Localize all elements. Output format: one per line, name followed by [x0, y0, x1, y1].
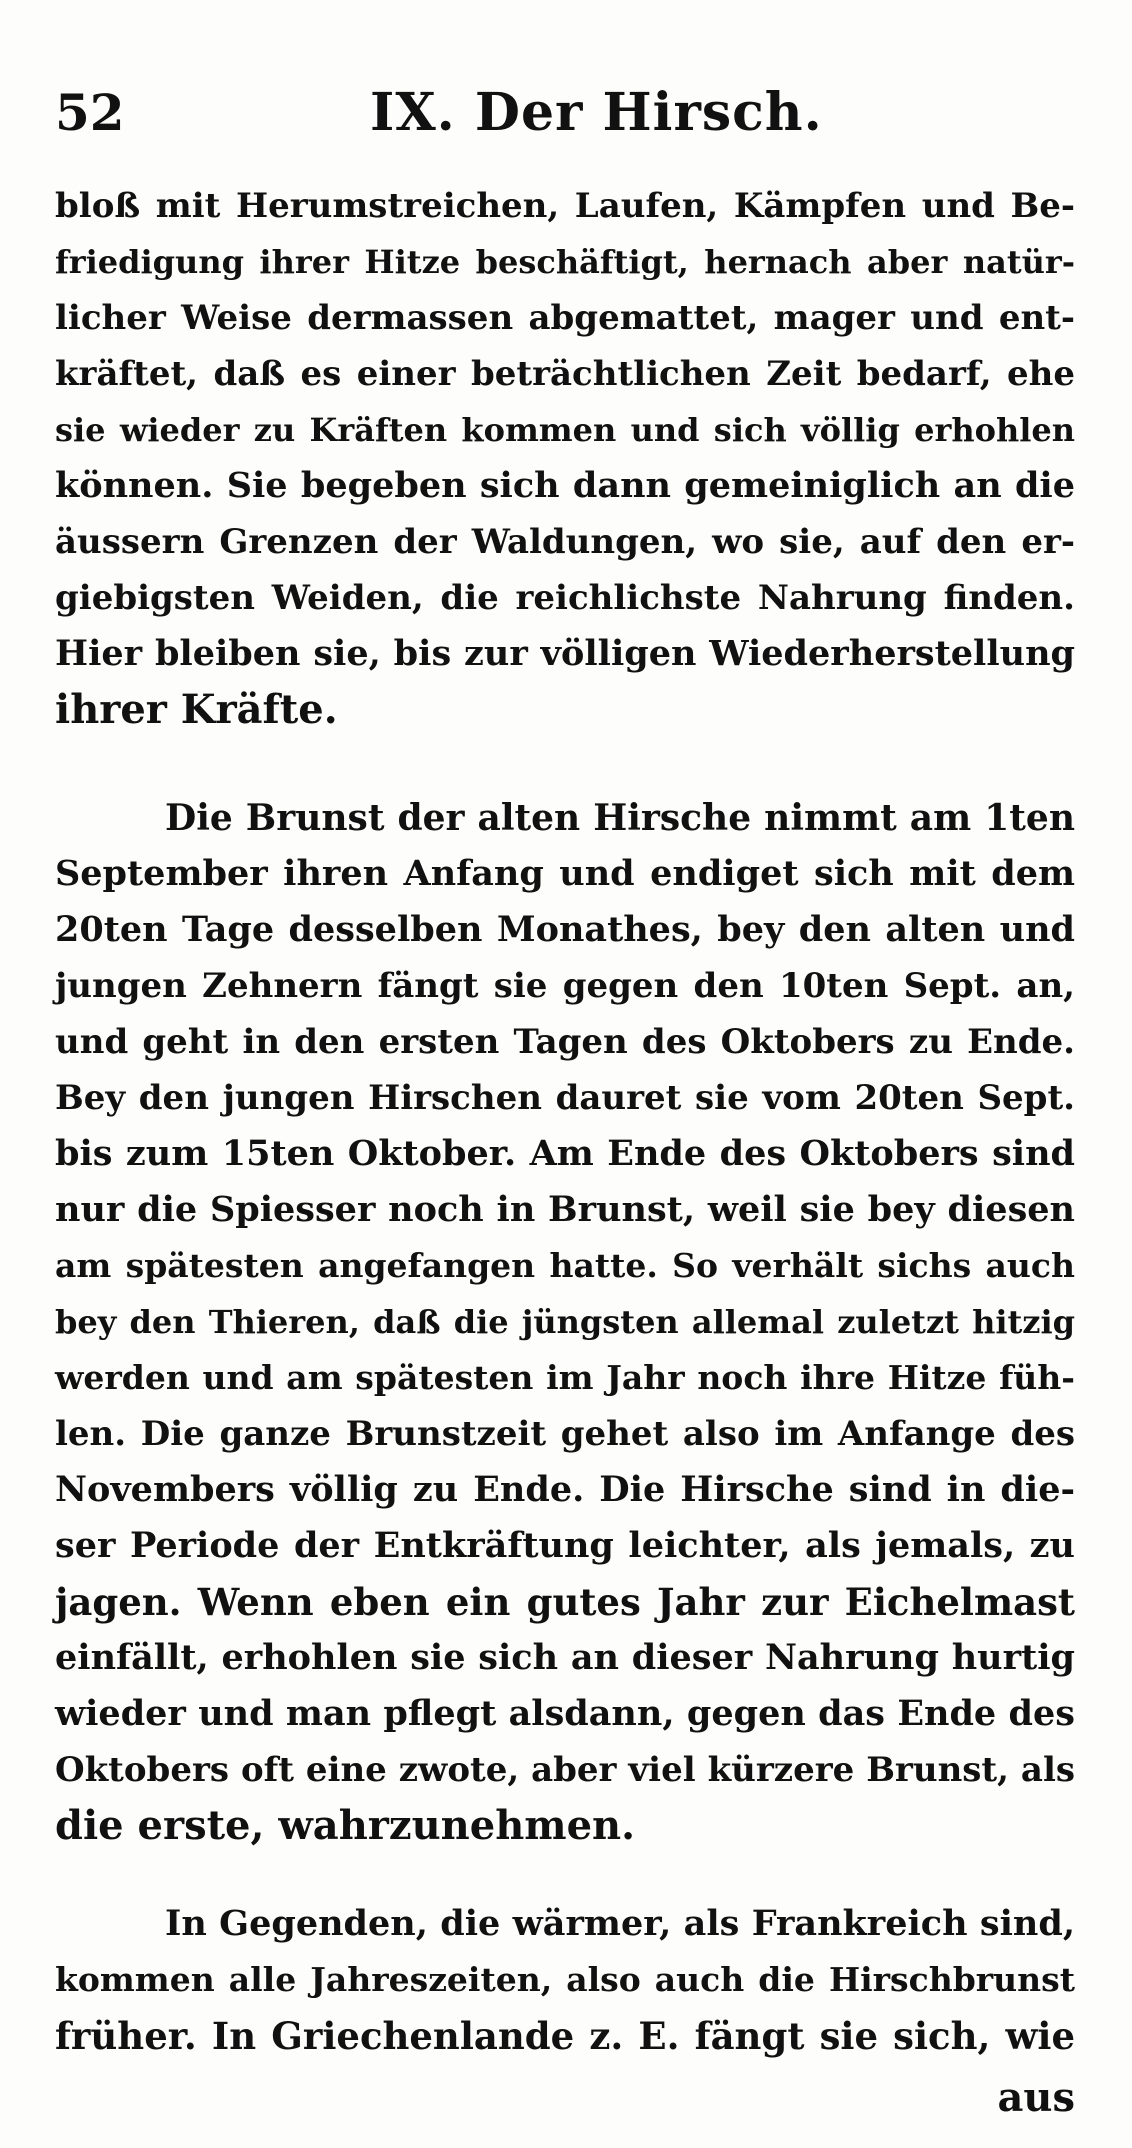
text-line: am spätesten angefangen hatte. So verhält sichs auch — [55, 1246, 1075, 1285]
catchword: aus — [997, 2074, 1075, 2121]
text-line: ser Periode der Entkräftung leichter, als jemals, zu — [55, 1525, 1075, 1566]
page-header — [55, 78, 1075, 148]
text-line: Bey den jungen Hirschen dauret sie vom 20ten Sept. — [55, 1078, 1075, 1118]
text-line: wieder und man pflegt alsdann, gegen das Ende des — [55, 1693, 1075, 1734]
text-line: Hier bleiben sie, bis zur völligen Wiederherstellung — [55, 633, 1075, 674]
text-line: werden und am spätesten im Jahr noch ihre Hitze füh- — [55, 1358, 1075, 1397]
page-number: 52 — [55, 83, 125, 142]
text-line: licher Weise dermassen abgemattet, mager und ent- — [55, 298, 1075, 338]
text-line: Die Brunst der alten Hirsche nimmt am 1ten — [165, 797, 1075, 839]
text-line: kommen alle Jahreszeiten, also auch die Hirschbrunst — [55, 1960, 1075, 1999]
text-line: len. Die ganze Brunstzeit gehet also im Anfange des — [55, 1414, 1075, 1454]
text-line: die erste, wahrzunehmen. — [55, 1802, 636, 1849]
text-line: einfällt, erhohlen sie sich an dieser Nahrung hurtig — [55, 1637, 1075, 1678]
text-line: In Gegenden, die wärmer, als Frankreich sind, — [165, 1903, 1075, 1944]
text-line: jungen Zehnern fängt sie gegen den 10ten Sept. an, — [55, 966, 1075, 1006]
text-line: bis zum 15ten Oktober. Am Ende des Oktobers sind — [55, 1133, 1075, 1174]
text-line: kräftet, daß es einer beträchtlichen Zeit bedarf, ehe — [55, 354, 1075, 394]
text-line: Novembers völlig zu Ende. Die Hirsche sind in die- — [55, 1469, 1075, 1510]
text-line: bey den Thieren, daß die jüngsten allemal zuletzt hitzig — [55, 1303, 1075, 1341]
text-line: nur die Spiesser noch in Brunst, weil sie bey diesen — [55, 1189, 1075, 1230]
text-line: sie wieder zu Kräften kommen und sich völlig erhohlen — [55, 411, 1075, 449]
text-line: jagen. Wenn eben ein gutes Jahr zur Eichelmast — [55, 1580, 1075, 1624]
text-line: und geht in den ersten Tagen des Oktobers zu Ende. — [55, 1022, 1075, 1062]
text-line: können. Sie begeben sich dann gemeiniglich an die — [55, 465, 1075, 506]
text-line: früher. In Griechenlande z. E. fängt sie sich, wie — [55, 2014, 1075, 2058]
text-line: Oktobers oft eine zwote, aber viel kürzere Brunst, als — [55, 1750, 1075, 1790]
running-title: IX. Der Hirsch. — [370, 82, 823, 143]
text-line: September ihren Anfang und endiget sich mit dem — [55, 853, 1075, 894]
text-line: giebigsten Weiden, die reichlichste Nahrung finden. — [55, 578, 1075, 618]
text-line: äussern Grenzen der Waldungen, wo sie, auf den er- — [55, 522, 1075, 562]
text-line: friedigung ihrer Hitze beschäftigt, hernach aber natür- — [55, 243, 1075, 281]
text-line: bloß mit Herumstreichen, Laufen, Kämpfen und Be- — [55, 186, 1075, 226]
text-line: 20ten Tage desselben Monathes, bey den alten und — [55, 909, 1075, 950]
text-line: ihrer Kräfte. — [55, 686, 338, 733]
